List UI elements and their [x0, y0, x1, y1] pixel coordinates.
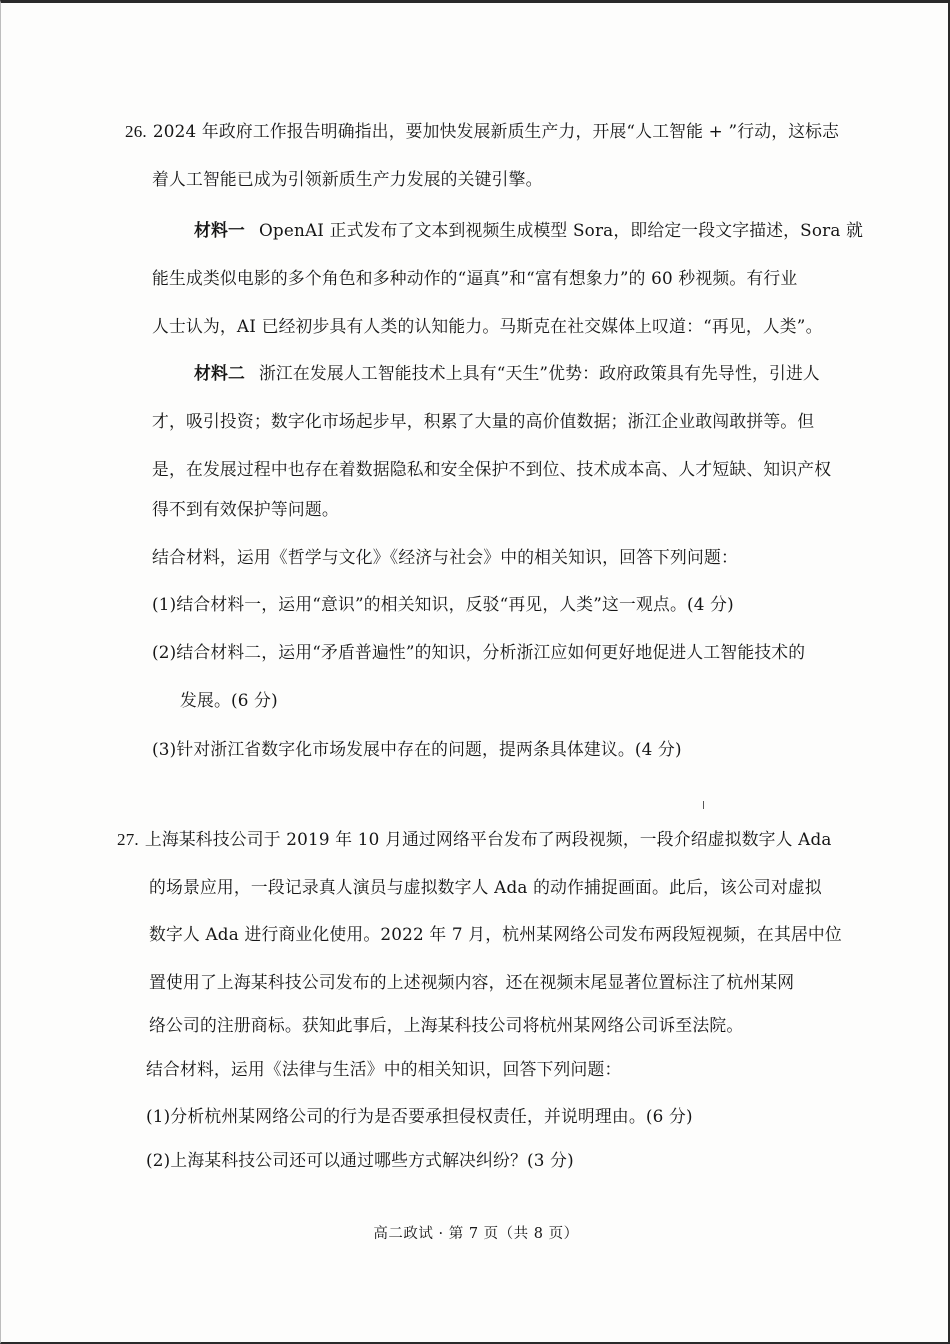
q26-material1-line-2: 能生成类似电影的多个角色和多种动作的“逼真”和“富有想象力”的 60 秒视频。有行业	[152, 268, 798, 288]
q26-number: 26.	[125, 122, 147, 141]
page-footer: 高二政试 · 第 7 页（共 8 页）	[373, 1226, 579, 1242]
q26-instruction: 结合材料，运用《哲学与文化》《经济与社会》中的相关知识，回答下列问题：	[152, 547, 738, 567]
q27-line-4: 置使用了上海某科技公司发布的上述视频内容，还在视频末尾显著位置标注了杭州某网	[149, 972, 795, 992]
q26-sub-question-2-line-2: 发展。(6 分)	[180, 690, 278, 710]
q26-stem-text-1: 2024 年政府工作报告明确指出，要加快发展新质生产力，开展“人工智能 + ”行动，这标志	[152, 121, 840, 141]
q27-line-3: 数字人 Ada 进行商业化使用。2022 年 7 月，杭州某网络公司发布两段短视频，在其居中位	[149, 924, 842, 944]
q27-text-1: 上海某科技公司于 2019 年 10 月通过网络平台发布了两段视频，一段介绍虚拟数字人 Ada	[144, 829, 832, 849]
stray-mark	[703, 801, 704, 809]
q26-material1-line-3: 人士认为，AI 已经初步具有人类的认知能力。马斯克在社交媒体上叹道：“再见，人类”。	[152, 316, 823, 336]
material2-label: 材料二	[194, 363, 245, 383]
q26-material2-line-2: 才，吸引投资；数字化市场起步早，积累了大量的高价值数据；浙江企业敢闯敢拼等。但	[152, 411, 815, 431]
q26-sub-question-3: (3)针对浙江省数字化市场发展中存在的问题，提两条具体建议。(4 分)	[152, 739, 682, 759]
q27-sub-question-1: (1)分析杭州某网络公司的行为是否要承担侵权责任，并说明理由。(6 分)	[146, 1106, 693, 1126]
q27-line-1	[117, 828, 832, 851]
q26-stem-line-1	[125, 120, 839, 143]
q26-stem-line-2: 着人工智能已成为引领新质生产力发展的关键引擎。	[152, 169, 543, 189]
q26-sub-question-1: (1)结合材料一，运用“意识”的相关知识，反驳“再见，人类”这一观点。(4 分)	[152, 594, 734, 614]
material2-text-1: 浙江在发展人工智能技术上具有“天生”优势：政府政策具有先导性，引进人	[258, 363, 820, 383]
q26-material1-line-1	[194, 219, 863, 241]
q27-instruction: 结合材料，运用《法律与生活》中的相关知识，回答下列问题：	[146, 1059, 622, 1079]
material1-label: 材料一	[194, 220, 245, 240]
q27-line-2: 的场景应用，一段记录真人演员与虚拟数字人 Ada 的动作捕捉画面。此后，该公司对虚拟	[149, 877, 822, 897]
q27-line-5: 络公司的注册商标。获知此事后，上海某科技公司将杭州某网络公司诉至法院。	[149, 1015, 744, 1035]
material1-text-1: OpenAI 正式发布了文本到视频生成模型 Sora，即给定一段文字描述，Sora 就	[258, 220, 864, 240]
q26-material2-line-4: 得不到有效保护等问题。	[152, 499, 339, 519]
q27-number: 27.	[117, 830, 139, 849]
q26-material2-line-3: 是，在发展过程中也存在着数据隐私和安全保护不到位、技术成本高、人才短缺、知识产权	[152, 459, 832, 479]
q26-sub-question-2-line-1: (2)结合材料二，运用“矛盾普遍性”的知识，分析浙江应如何更好地促进人工智能技术的	[152, 642, 806, 662]
q27-sub-question-2: (2)上海某科技公司还可以通过哪些方式解决纠纷？(3 分)	[146, 1150, 574, 1170]
q26-material2-line-1	[194, 362, 820, 384]
